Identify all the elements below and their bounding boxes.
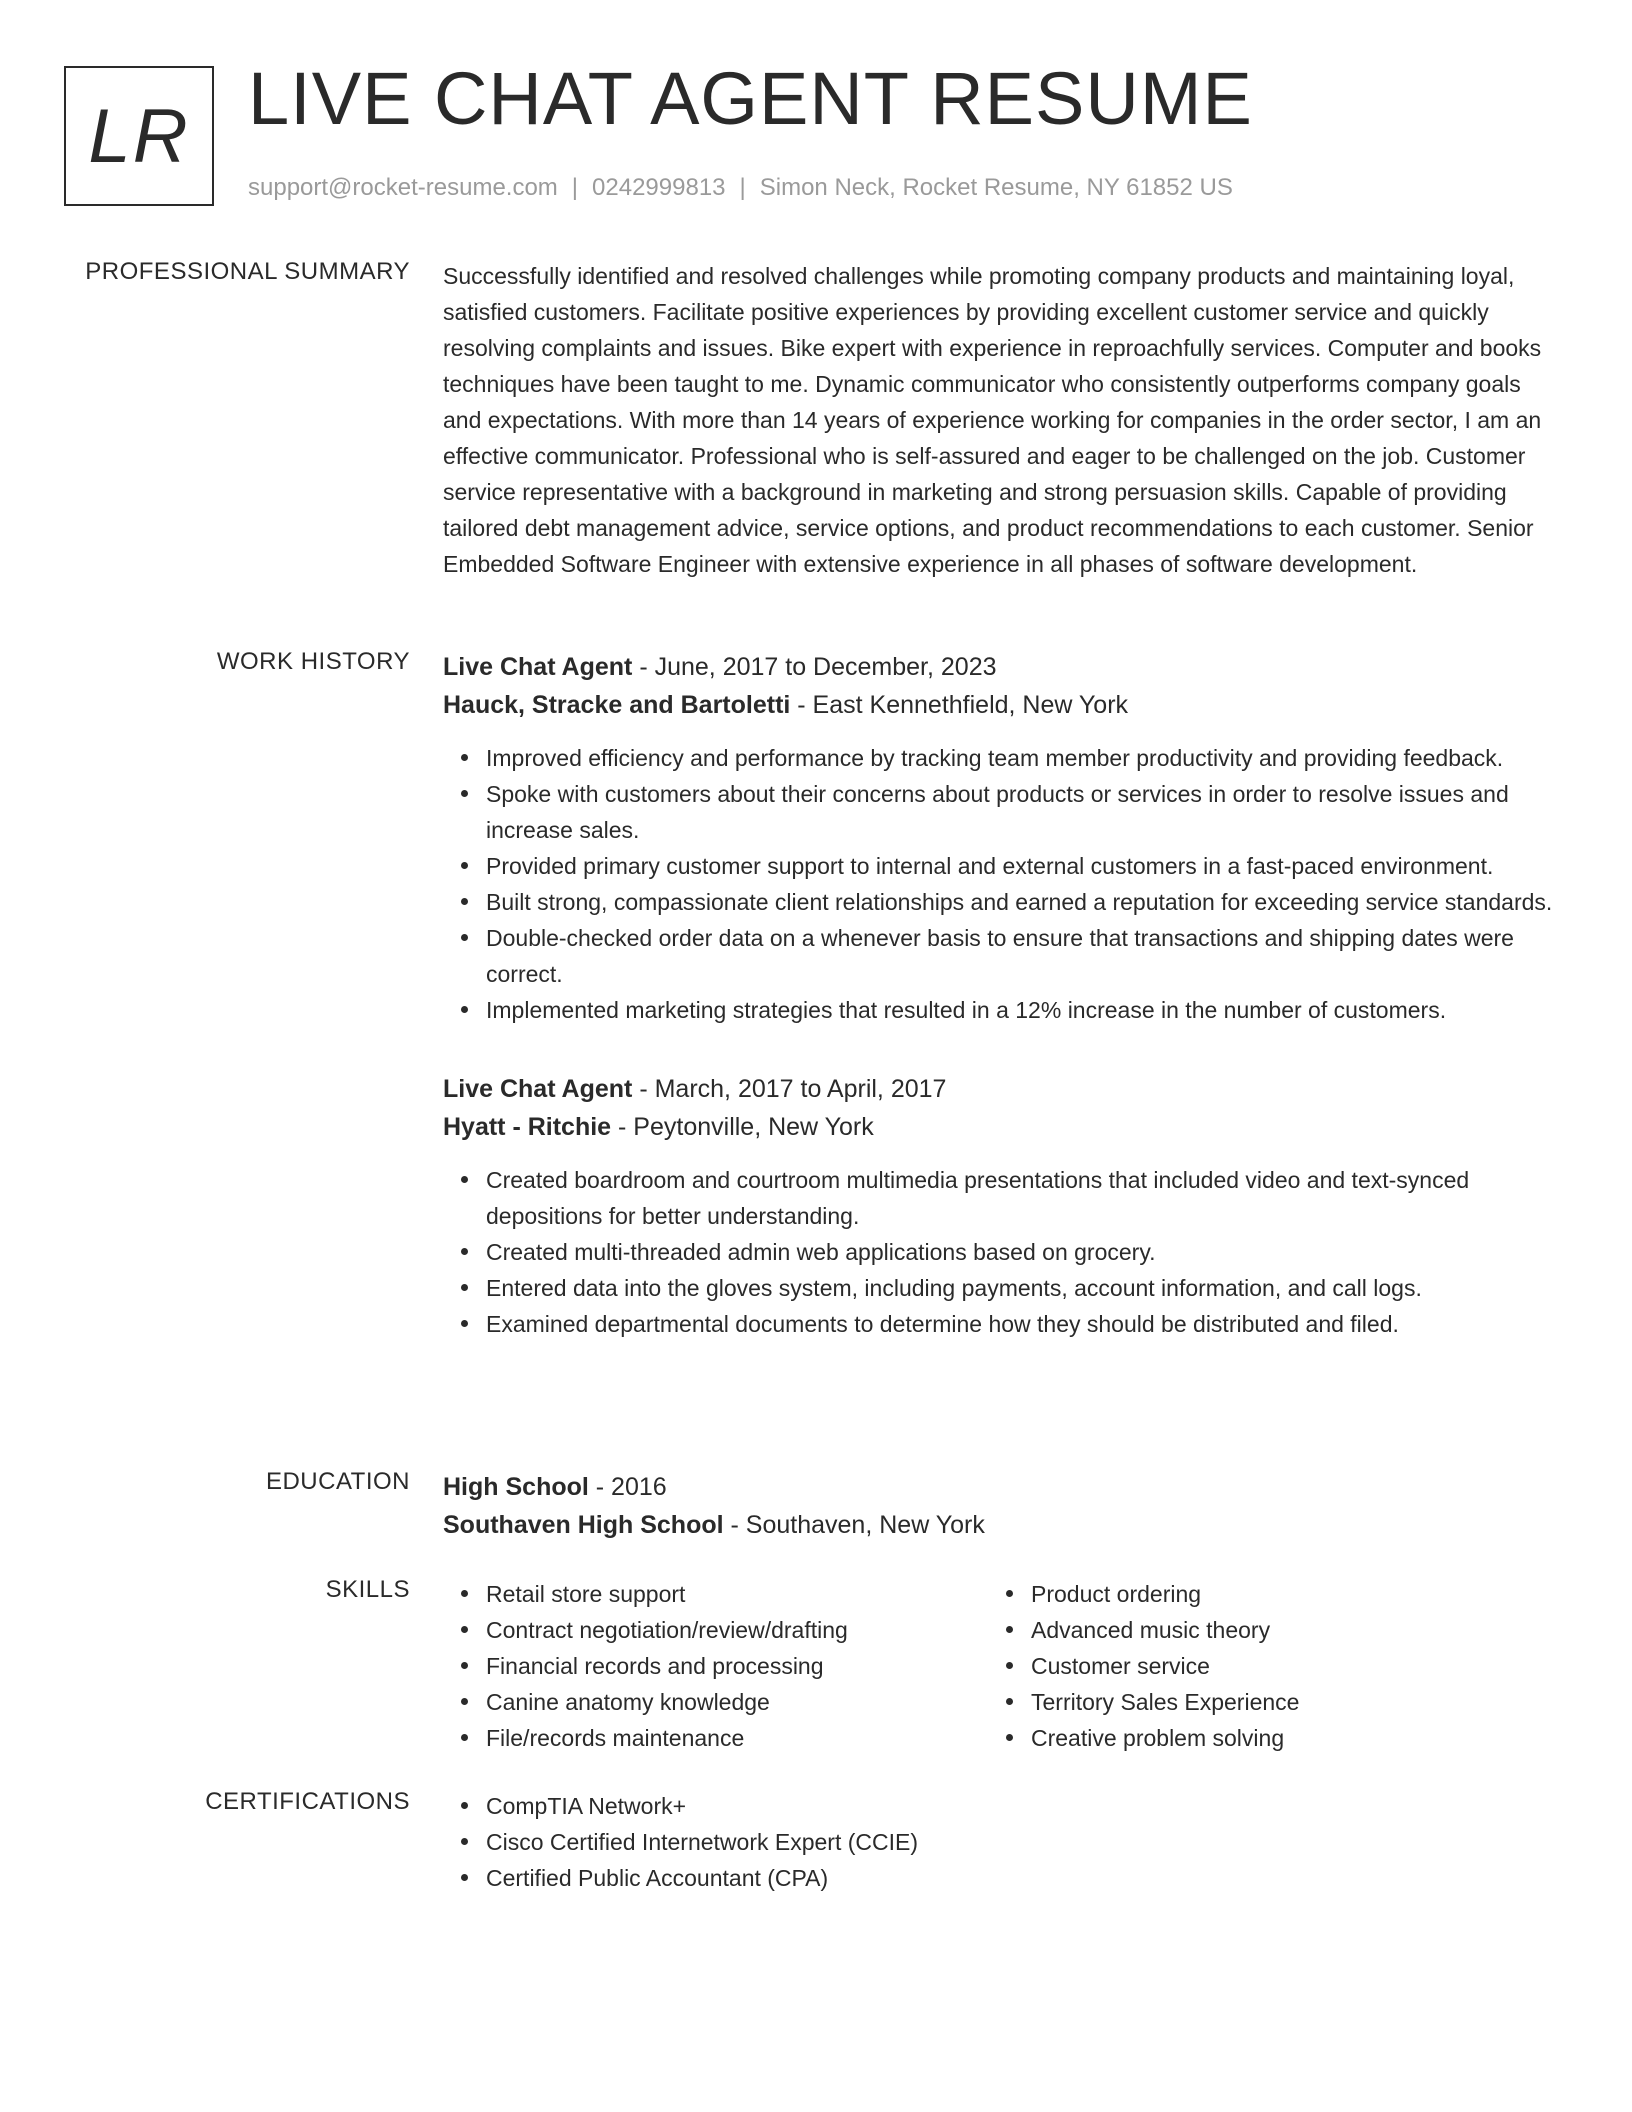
list-item: Financial records and processing [486, 1648, 988, 1684]
list-item: Improved efficiency and performance by tracking team member productivity and providing feedback. [486, 740, 1555, 776]
summary-body [443, 258, 1555, 582]
list-item: Advanced music theory [1031, 1612, 1533, 1648]
job-company: Hyatt - Ritchie [443, 1113, 612, 1141]
skills-list [988, 1576, 1533, 1756]
list-item: Retail store support [486, 1576, 988, 1612]
list-item: Implemented marketing strategies that resulted in a 12% increase in the number of customers. [486, 992, 1555, 1028]
list-item: Created boardroom and courtroom multimedia presentations that included video and text-synced depositions for better understanding. [486, 1162, 1555, 1234]
section-heading-skills: SKILLS [325, 1576, 410, 1603]
job-title-line [443, 648, 1555, 686]
list-item: Examined departmental documents to determine how they should be distributed and filed. [486, 1306, 1555, 1342]
list-item: Cisco Certified Internetwork Expert (CCIE) [486, 1824, 1555, 1860]
job-title: Live Chat Agent [443, 653, 633, 681]
job-entry [443, 1070, 1555, 1342]
job-bullet-list [443, 740, 1555, 1028]
list-item: Spoke with customers about their concerns about products or services in order to resolve issues and increase sales. [486, 776, 1555, 848]
work-history-body [443, 648, 1555, 1342]
list-item: Creative problem solving [1031, 1720, 1533, 1756]
certifications-list [443, 1788, 1555, 1896]
list-item: Provided primary customer support to internal and external customers in a fast-paced environment. [486, 848, 1555, 884]
list-item: Territory Sales Experience [1031, 1684, 1533, 1720]
job-location: - Peytonville, New York [611, 1113, 874, 1141]
job-title-line [443, 1070, 1555, 1108]
skills-body [443, 1576, 1555, 1756]
contact-email[interactable]: support@rocket-resume.com [248, 174, 558, 201]
skills-list [443, 1576, 988, 1756]
contact-line [248, 174, 1233, 202]
education-year: - 2016 [588, 1473, 667, 1501]
monogram-logo: LR [64, 66, 214, 206]
list-item: Customer service [1031, 1648, 1533, 1684]
skills-column-right [988, 1576, 1533, 1756]
contact-phone[interactable]: 0242999813 [592, 174, 726, 201]
job-bullet-list [443, 1162, 1555, 1342]
job-company: Hauck, Stracke and Bartoletti [443, 691, 791, 719]
resume-title: LIVE CHAT AGENT RESUME [248, 57, 1253, 140]
job-company-line [443, 1108, 1555, 1146]
education-school: Southaven High School [443, 1511, 724, 1539]
education-location: - Southaven, New York [723, 1511, 985, 1539]
job-entry [443, 648, 1555, 1028]
list-item: Created multi-threaded admin web applications based on grocery. [486, 1234, 1555, 1270]
section-heading-education: EDUCATION [265, 1468, 410, 1495]
list-item: Entered data into the gloves system, including payments, account information, and call logs. [486, 1270, 1555, 1306]
education-degree-line [443, 1468, 1555, 1506]
list-item: Double-checked order data on a whenever basis to ensure that transactions and shipping dates were correct. [486, 920, 1555, 992]
job-title: Live Chat Agent [443, 1075, 633, 1103]
list-item: CompTIA Network+ [486, 1788, 1555, 1824]
job-company-line [443, 686, 1555, 724]
list-item: Certified Public Accountant (CPA) [486, 1860, 1555, 1896]
certifications-body [443, 1788, 1555, 1896]
summary-text: Successfully identified and resolved challenges while promoting company products and maintaining loyal, satisfied customers. Facilitate positive experiences by providing excellent customer service and quickly resolving complaints and issues. Bike expert with experience in reproachfully services. Computer and books techniques have been taught to me. Dynamic communicator who consistently outperforms company goals and expectations. With more than 14 years of experience working for companies in the order sector, I am an effective communicator. Professional who is self-assured and eager to be challenged on the job. Customer service representative with a background in marketing and strong persuasion skills. Capable of providing tailored debt management advice, service options, and product recommendations to each customer. Senior Embedded Software Engineer with extensive experience in all phases of software development. [443, 263, 1542, 577]
list-item: File/records maintenance [486, 1720, 988, 1756]
section-heading-work-history: WORK HISTORY [216, 648, 410, 675]
section-heading-summary: PROFESSIONAL SUMMARY [85, 258, 410, 285]
education-body [443, 1468, 1555, 1544]
job-location: - East Kennethfield, New York [790, 691, 1129, 719]
list-item: Contract negotiation/review/drafting [486, 1612, 988, 1648]
list-item: Built strong, compassionate client relationships and earned a reputation for exceeding service standards. [486, 884, 1555, 920]
contact-address: Simon Neck, Rocket Resume, NY 61852 US [759, 174, 1233, 201]
education-school-line [443, 1506, 1555, 1544]
job-dates: - June, 2017 to December, 2023 [632, 653, 997, 681]
skills-column-left [443, 1576, 988, 1756]
contact-separator: | [739, 174, 746, 201]
contact-separator: | [571, 174, 579, 201]
list-item: Canine anatomy knowledge [486, 1684, 988, 1720]
job-dates: - March, 2017 to April, 2017 [632, 1075, 947, 1103]
list-item: Product ordering [1031, 1576, 1533, 1612]
education-degree: High School [443, 1473, 589, 1501]
section-heading-certifications: CERTIFICATIONS [205, 1788, 410, 1815]
